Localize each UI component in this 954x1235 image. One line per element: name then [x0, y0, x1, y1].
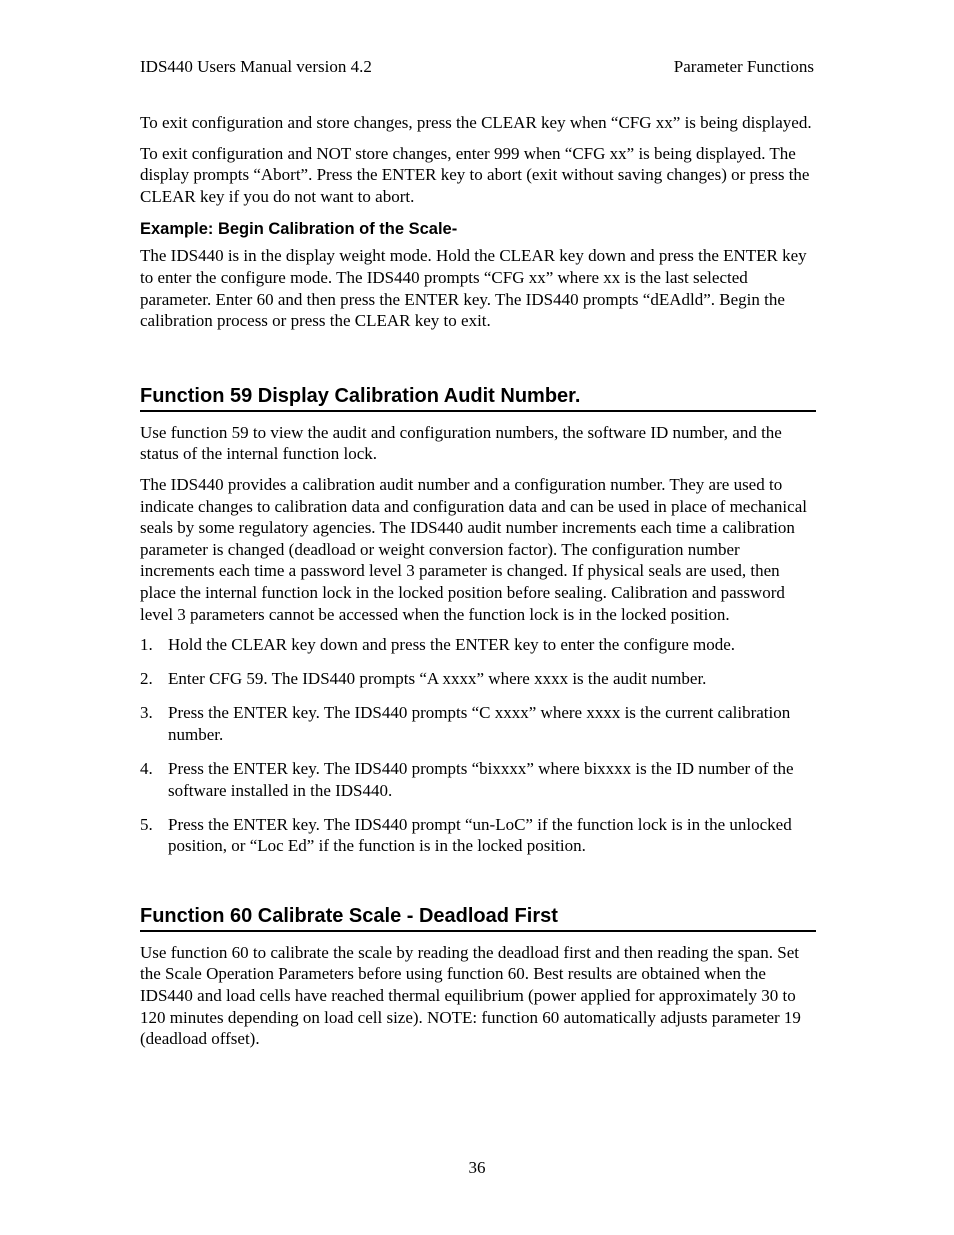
- step-text: Press the ENTER key. The IDS440 prompt “un-LoC” if the function lock is in the unlocked position, or “Loc Ed” if the function is in the locked position.: [168, 814, 792, 856]
- example-paragraph: The IDS440 is in the display weight mode. Hold the CLEAR key down and press the ENTER key to enter the configure mode. The IDS440 prompts “CFG xx” where xx is the last selected parameter. Enter 60 and then press the ENTER key. The IDS440 prompts “dEAdld”. Begin the calibration process or press the CLEAR key to exit.: [140, 246, 807, 331]
- header-manual-title: IDS440 Users Manual version 4.2: [140, 57, 372, 76]
- list-item: [140, 758, 816, 801]
- step-text: Hold the CLEAR key down and press the ENTER key to enter the configure mode.: [168, 635, 736, 655]
- step-number: 1.: [140, 635, 153, 655]
- page-number: 36: [468, 1158, 486, 1177]
- function59-intro: Use function 59 to view the audit and configuration numbers, the software ID number, and the status of the internal function lock.: [140, 422, 782, 464]
- intro-paragraph-abort: To exit configuration and NOT store changes, enter 999 when “CFG xx” is being displayed. The display prompts “Abort”. Press the ENTER key to abort (exit without saving changes) or press the CLEAR key if you do not want to abort.: [140, 143, 810, 206]
- page-content: [140, 112, 816, 1059]
- function59-description: The IDS440 provides a calibration audit number and a configuration number. They are used to indicate changes to calibration data and configuration data and can be used in place of mechanical seals by some regulatory agencies. The IDS440 audit number increments each time a calibration parameter is changed (deadload or weight conversion factor). The configuration number increments each time a password level 3 parameter is changed. If physical seals are used, then place the internal function lock in the locked position before sealing. Calibration and password level 3 parameters cannot be accessed when the function lock is in the locked position.: [140, 474, 807, 624]
- step-text: Enter CFG 59. The IDS440 prompts “A xxxx” where xxxx is the audit number.: [168, 669, 707, 689]
- example-heading: Example: Begin Calibration of the Scale-: [140, 220, 458, 239]
- step-text: Press the ENTER key. The IDS440 prompts “C xxxx” where xxxx is the current calibration number.: [168, 703, 791, 744]
- function59-steps: [140, 634, 816, 857]
- function60-paragraph: Use function 60 to calibrate the scale by reading the deadload first and then reading the span. Set the Scale Operation Parameters before using function 60. Best results are obtained when the IDS440 and load cells have reached thermal equilibrium (power applied for approximately 30 to 120 minutes depending on load cell size). NOTE: function 60 automatically adjusts parameter 19 (deadload offset).: [140, 942, 801, 1049]
- list-item: [140, 814, 816, 857]
- list-item: [140, 634, 816, 656]
- step-number: 2.: [140, 669, 153, 689]
- intro-paragraph-store: To exit configuration and store changes, press the CLEAR key when “CFG xx” is being displayed.: [140, 113, 812, 132]
- step-number: 4.: [140, 758, 153, 778]
- function59-heading: Function 59 Display Calibration Audit Number.: [140, 384, 816, 412]
- step-number: 5.: [140, 814, 153, 834]
- step-number: 3.: [140, 703, 153, 723]
- list-item: [140, 668, 816, 690]
- step-text: Press the ENTER key. The IDS440 prompts “bixxxx” where bixxxx is the ID number of the software installed in the IDS440.: [168, 758, 794, 800]
- header-section-title: Parameter Functions: [673, 57, 814, 76]
- list-item: [140, 702, 816, 745]
- function60-heading: Function 60 Calibrate Scale - Deadload First: [140, 904, 816, 932]
